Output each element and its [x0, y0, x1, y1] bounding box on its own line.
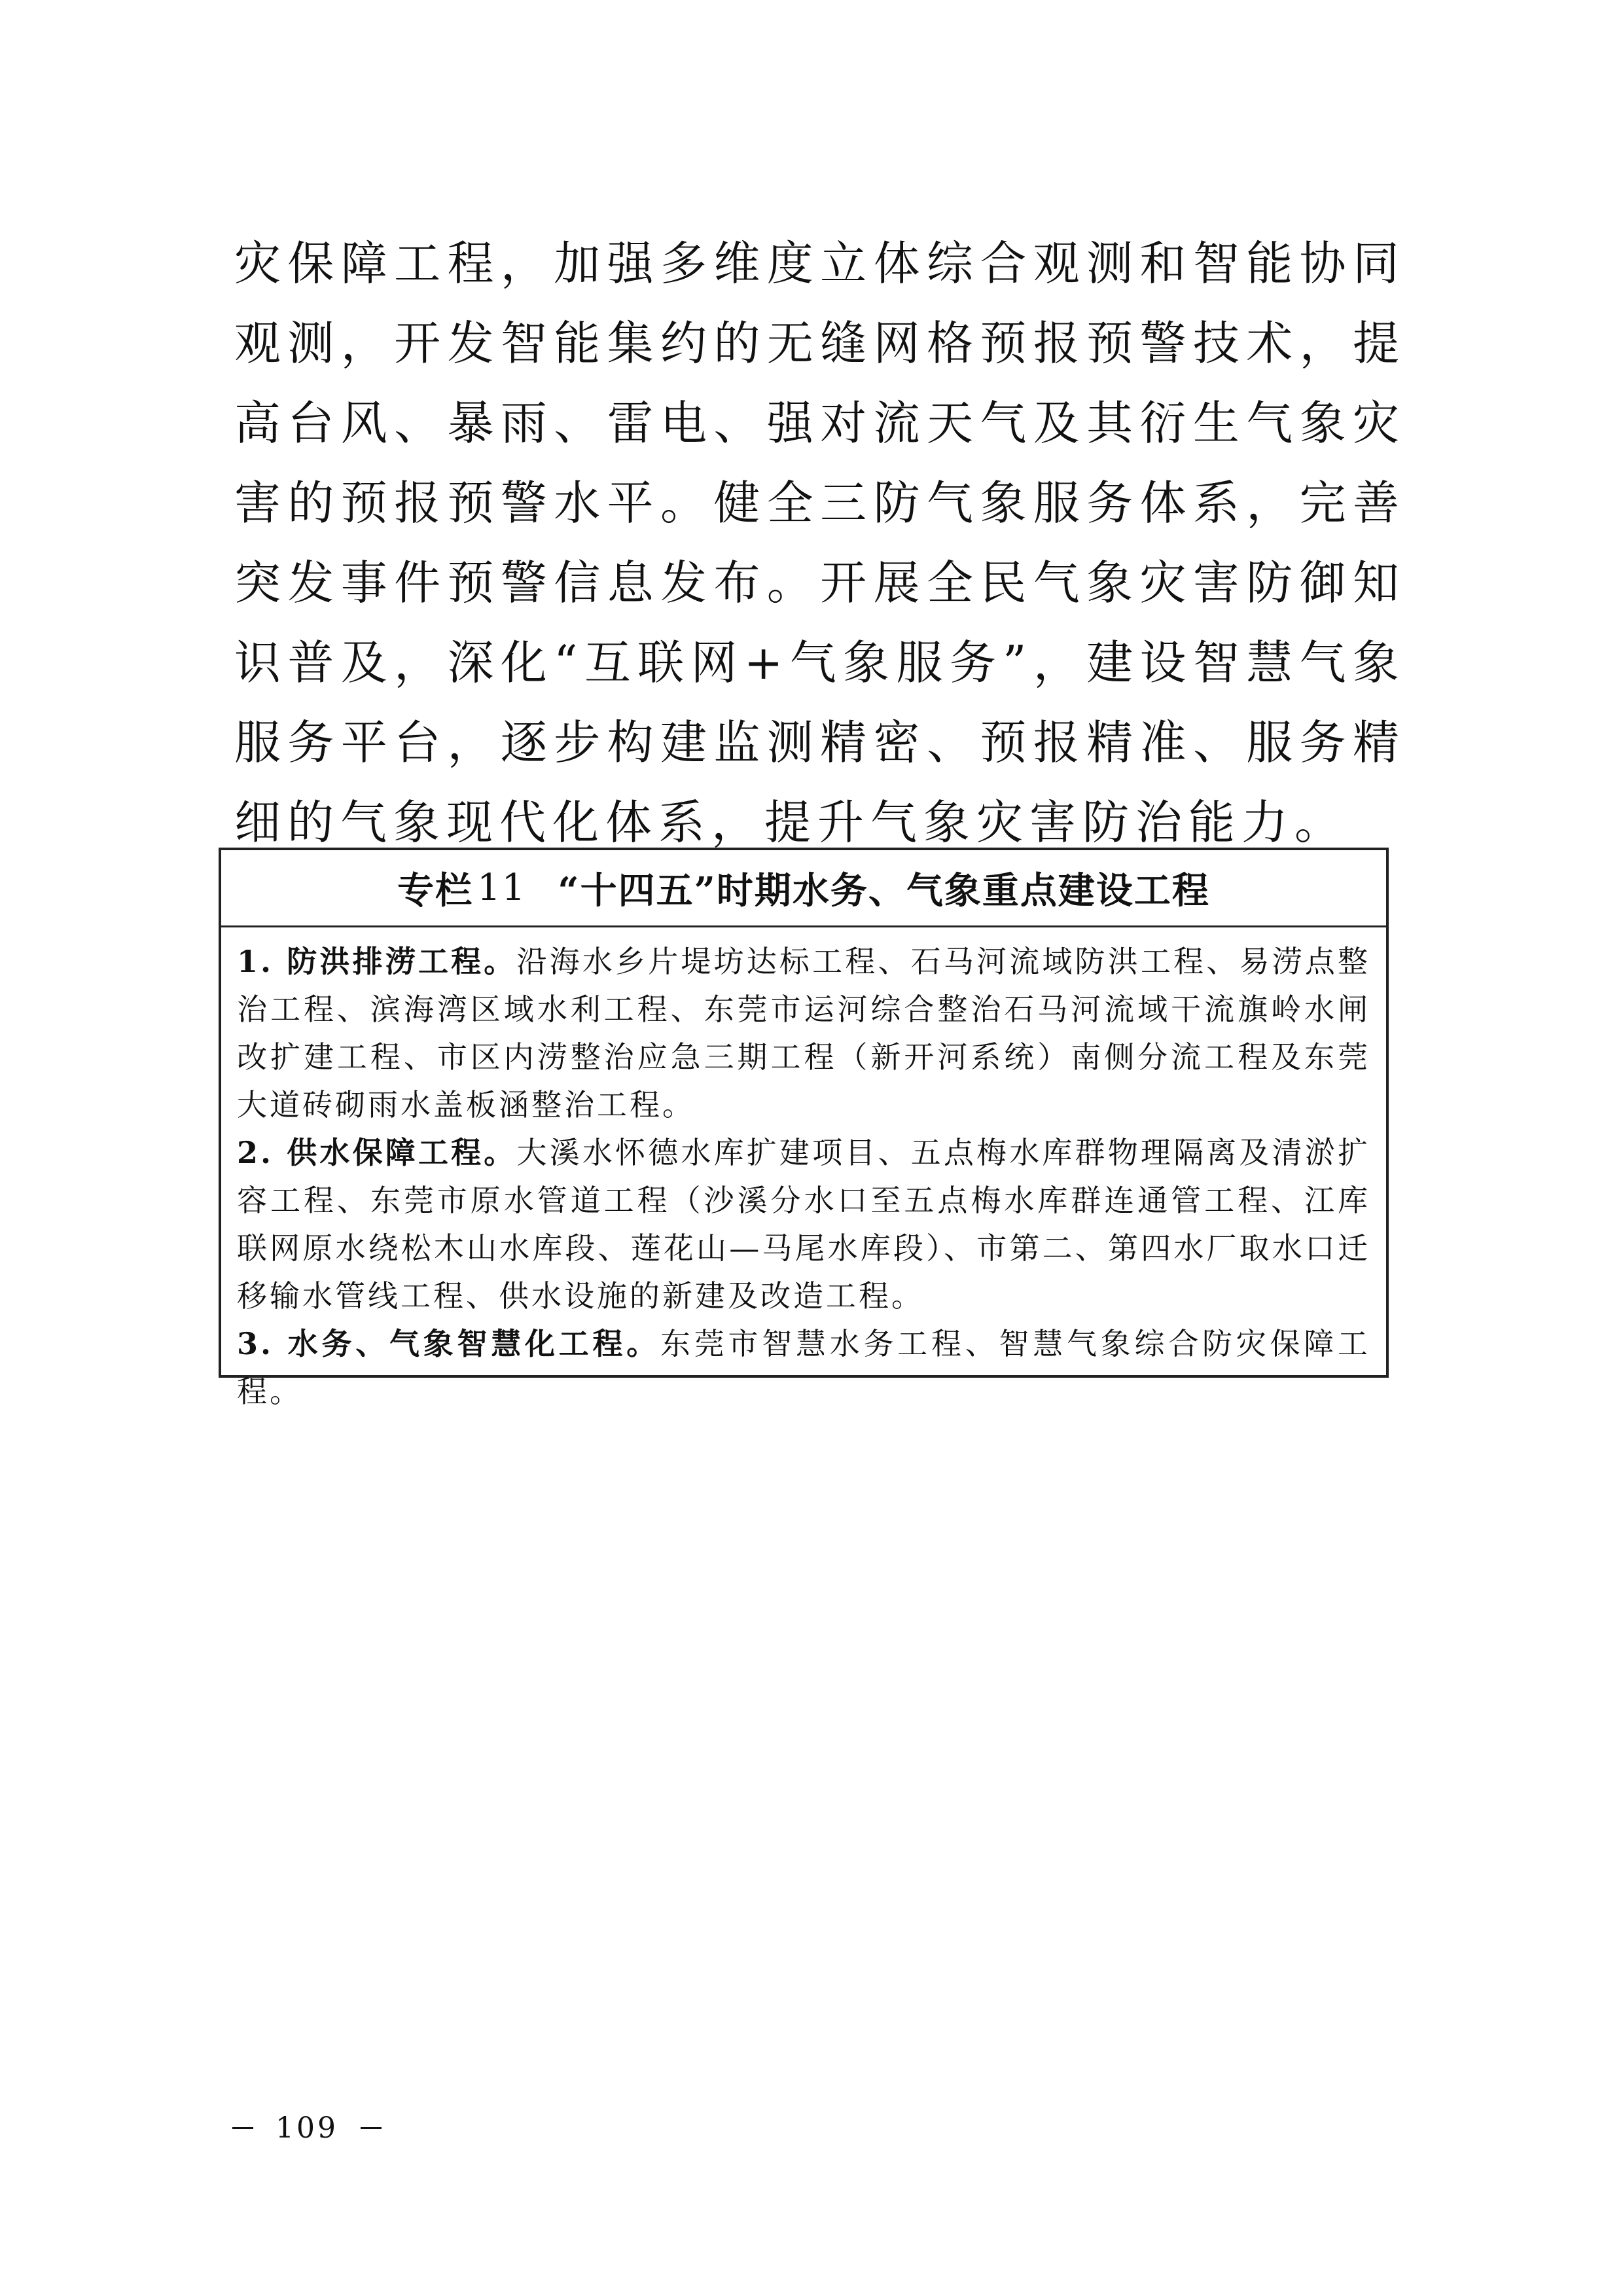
- column-item-heading: 1. 防洪排涝工程。: [237, 944, 517, 979]
- column-box-title: [221, 850, 1386, 927]
- column-item-heading: 2. 供水保障工程。: [237, 1135, 517, 1170]
- column-box-body: [221, 927, 1386, 1416]
- column-item-text: 大溪水怀德水库扩建项目、五点梅水库群物理隔离及清淤扩容工程、东莞市原水管道工程（沙溪分水口至五点梅水库群连通管工程、江库联网原水绕松木山水库段、莲花山—马尾水库段）、市第二、第四水厂取水口迁移输水管线工程、供水设施的新建及改造工程。: [237, 1135, 1370, 1314]
- body-paragraph: 灾保障工程，加强多维度立体综合观测和智能协同观测，开发智能集约的无缝网格预报预警技术，提高台风、暴雨、雷电、强对流天气及其衍生气象灾害的预报预警水平。健全三防气象服务体系，完善突发事件预警信息发布。开展全民气象灾害防御知识普及，深化“互联网+气象服务”，建设智慧气象服务平台，逐步构建监测精密、预报精准、服务精细的气象现代化体系，提升气象灾害防治能力。: [234, 236, 1406, 850]
- column-item-water-supply: [237, 1129, 1370, 1320]
- page-footer: [232, 2111, 382, 2145]
- column-title-number: 11: [477, 867, 527, 909]
- column-item-smart-engineering: [237, 1320, 1370, 1416]
- column-item-flood-control: [237, 938, 1370, 1129]
- column-item-heading: 3. 水务、气象智慧化工程。: [237, 1326, 661, 1361]
- column-item-text: 沿海水乡片堤坊达标工程、石马河流域防洪工程、易涝点整治工程、滨海湾区域水利工程、东莞市运河综合整治石马河流域干流旗岭水闸改扩建工程、市区内涝整治应急三期工程（新开河系统）南侧分流工程及东莞大道砖砌雨水盖板涵整治工程。: [237, 944, 1370, 1122]
- column-box: [219, 848, 1389, 1409]
- column-title-prefix: 专栏: [397, 869, 474, 912]
- page-number-dash-left: [232, 2127, 253, 2129]
- page-number-dash-right: [361, 2127, 382, 2129]
- column-item-text: 东莞市智慧水务工程、智慧气象综合防灾保障工程。: [237, 1326, 1371, 1409]
- column-title-text: “十四五”时期水务、气象重点建设工程: [558, 869, 1210, 912]
- page-number: 109: [276, 2111, 338, 2145]
